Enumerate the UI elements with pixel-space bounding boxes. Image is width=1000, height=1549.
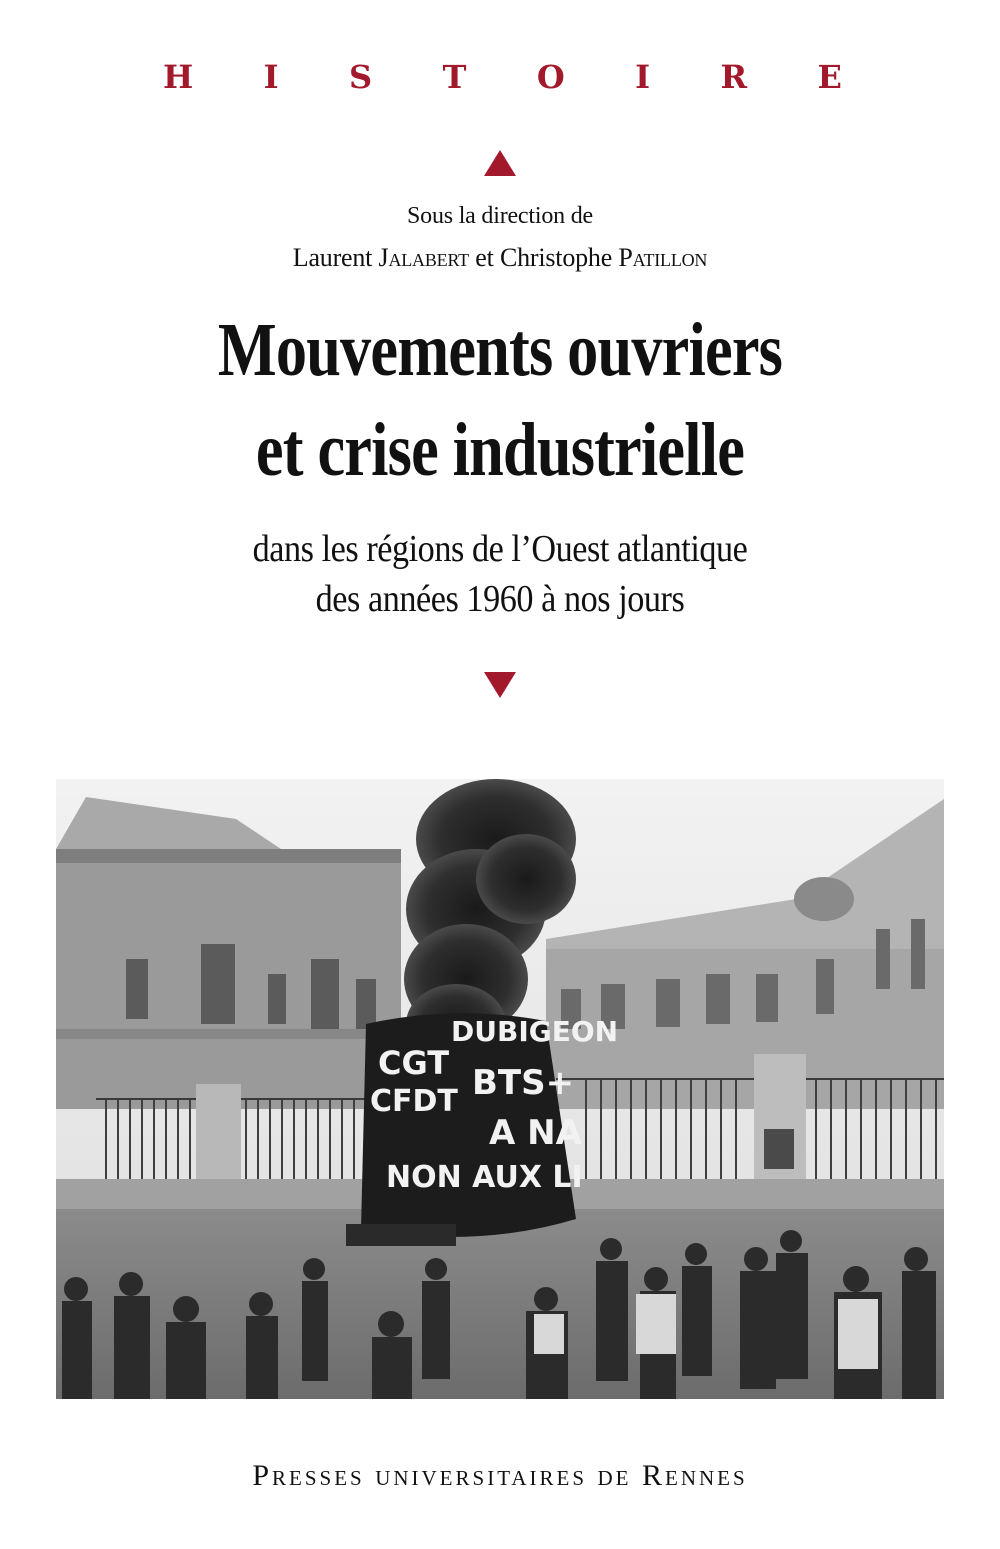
series-letter: R [720,58,748,96]
editors-intro: Sous la direction de [407,203,593,229]
book-subtitle [50,524,950,624]
title-line-2: et crise industrielle [255,408,745,492]
series-letter: S [349,58,373,96]
protest-photo-illustration [56,779,944,1399]
banner-text-bts: BTS+ [472,1063,575,1103]
author-1-given: Laurent [292,243,373,272]
triangle-down-icon [484,672,516,698]
author-2-given: Christophe [499,243,613,272]
publisher-name: Presses universitaires de Rennes [252,1459,748,1492]
triangle-up-icon [484,150,516,176]
banner-text-dubigeon: DUBIGEON [451,1015,619,1048]
banner-text-a-na: A NA [489,1113,582,1153]
title-line-1: Mouvements ouvriers [217,308,783,392]
book-title [90,300,910,500]
banner-text-cgt: CGT [378,1044,450,1082]
subtitle-line-2: des années 1960 à nos jours [315,578,685,620]
author-1-family: Jalabert [378,243,469,272]
series-letter: O [536,58,565,96]
series-letter: T [442,58,467,96]
authors-conjunction: et [475,243,494,272]
series-letter: I [263,58,279,96]
subtitle-line-1: dans les régions de l’Ouest atlantique [252,528,748,570]
banner-text-non-aux: NON AUX LI [386,1160,583,1195]
author-2-family: Patillon [618,243,708,272]
series-letter: I [635,58,651,96]
cover-photo [56,779,944,1399]
series-label [0,58,1000,96]
banner-text-cfdt: CFDT [370,1084,458,1119]
series-letter: H [163,58,194,96]
series-letter: E [817,58,842,96]
editors-names [0,243,1000,273]
